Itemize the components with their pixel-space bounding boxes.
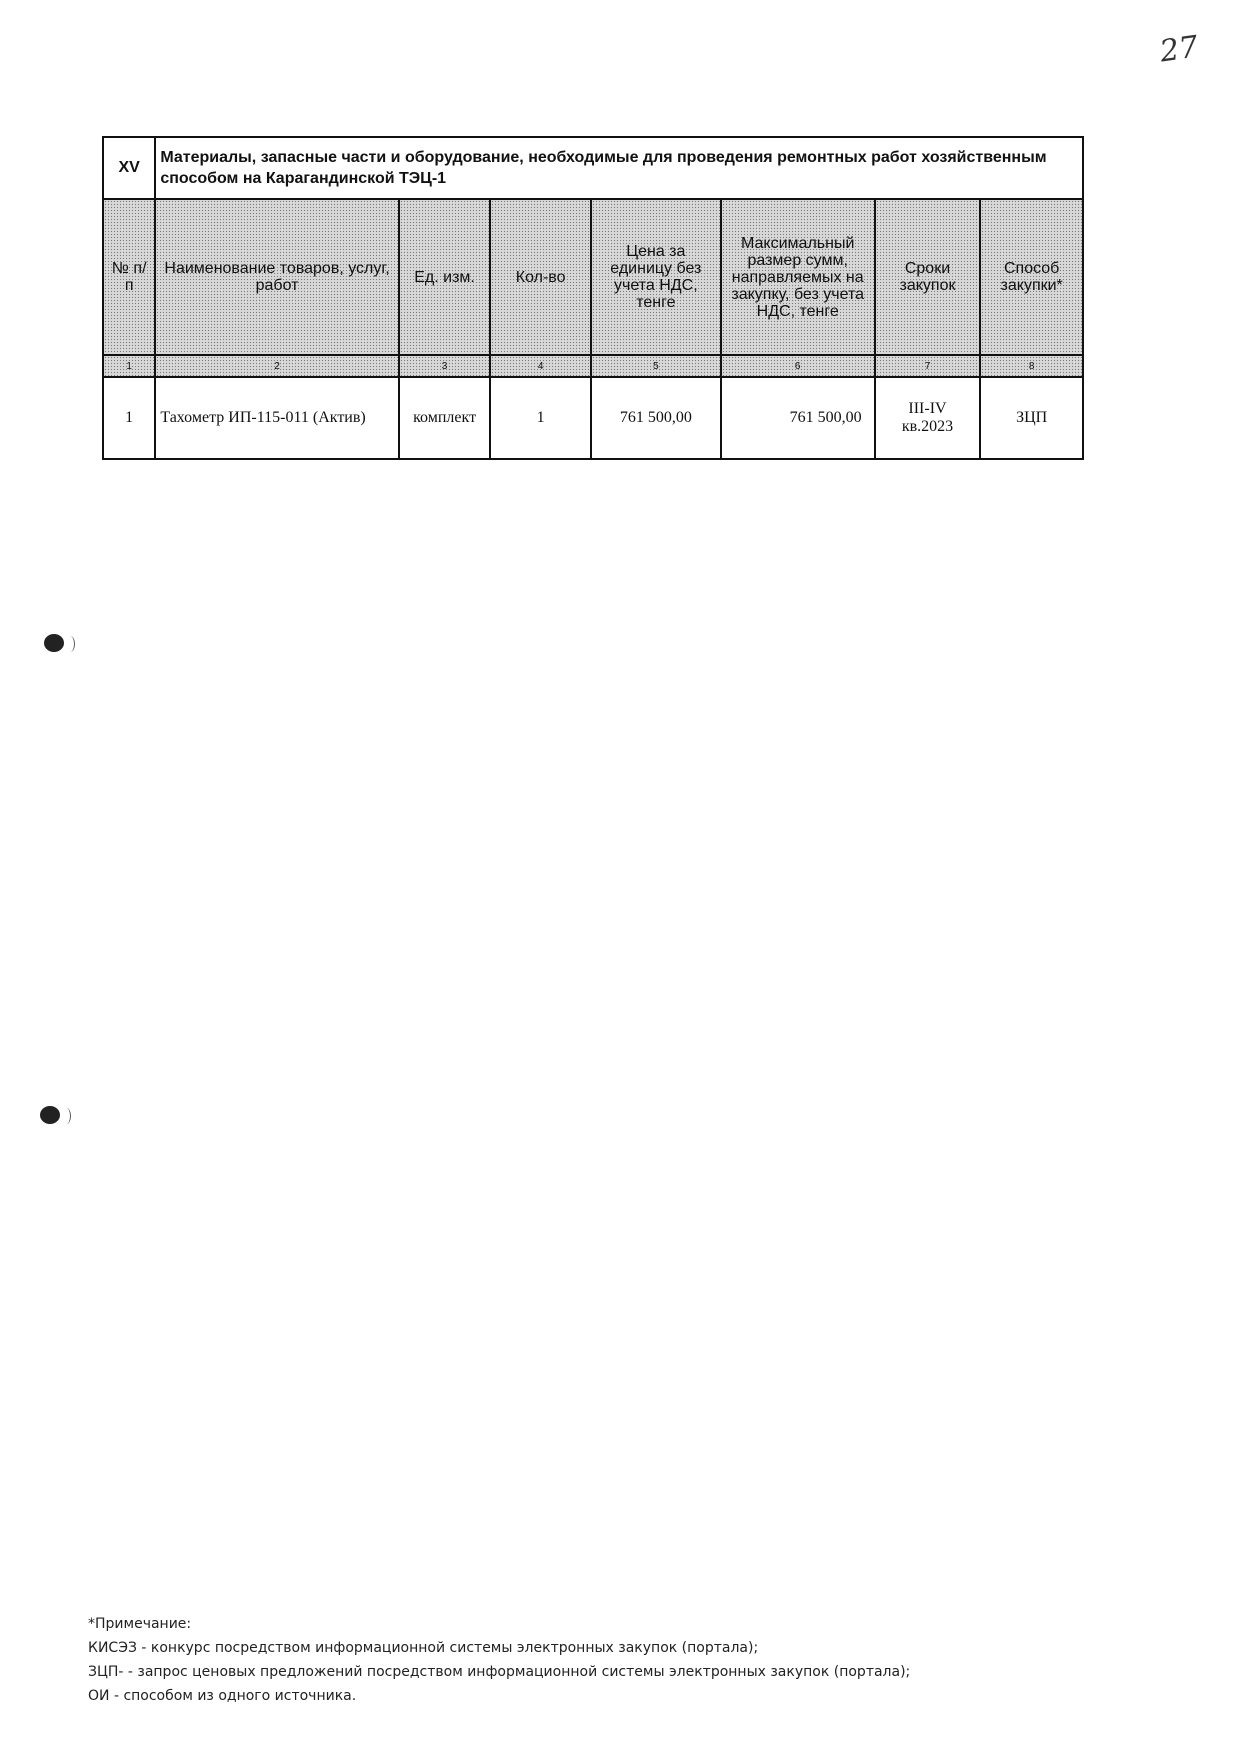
footnote-line: ОИ - способом из одного источника.	[88, 1688, 357, 1704]
column-number: 6	[721, 355, 875, 377]
row-period-quarters: III-IV	[908, 400, 947, 417]
header-max-sum: Максимальный размер сумм, направляемых на закупку, без учета НДС, тенге	[721, 199, 875, 355]
header-period: Сроки закупок	[875, 199, 981, 355]
row-number: 1	[103, 377, 155, 459]
hole-punch-mark	[44, 634, 64, 652]
header-quantity: Кол-во	[490, 199, 591, 355]
footnote	[88, 1612, 1138, 1708]
column-number: 2	[155, 355, 398, 377]
header-method: Способ закупки*	[980, 199, 1083, 355]
column-number-row	[103, 355, 1083, 377]
header-unit-price: Цена за единицу без учета НДС, тенге	[591, 199, 721, 355]
header-name: Наименование товаров, услуг, работ	[155, 199, 398, 355]
row-quantity: 1	[490, 377, 591, 459]
header-number: № п/п	[103, 199, 155, 355]
column-number: 7	[875, 355, 981, 377]
footnote-title: *Примечание:	[88, 1616, 192, 1632]
table-row	[103, 377, 1083, 459]
column-number: 3	[399, 355, 491, 377]
procurement-table	[102, 136, 1084, 460]
row-period	[875, 377, 981, 459]
row-unit: комплект	[399, 377, 491, 459]
row-period-year: кв.2023	[901, 418, 954, 435]
row-unit-price: 761 500,00	[591, 377, 721, 459]
column-number: 8	[980, 355, 1083, 377]
footnote-line: КИСЭЗ - конкурс посредством информационной системы электронных закупок (портала);	[88, 1640, 759, 1656]
page-number: 27	[1157, 29, 1201, 70]
row-item-name: Тахометр ИП-115-011 (Актив)	[155, 377, 398, 459]
column-number: 4	[490, 355, 591, 377]
footnote-line: ЗЦП- - запрос ценовых предложений посредством информационной системы электронных закупок (портала);	[88, 1664, 911, 1680]
row-method: ЗЦП	[980, 377, 1083, 459]
column-number: 1	[103, 355, 155, 377]
header-unit: Ед. изм.	[399, 199, 491, 355]
row-max-sum: 761 500,00	[721, 377, 875, 459]
header-row	[103, 199, 1083, 355]
section-row	[103, 137, 1083, 199]
column-number: 5	[591, 355, 721, 377]
hole-punch-mark	[40, 1106, 60, 1124]
section-title: Материалы, запасные части и оборудование, необходимые для проведения ремонтных работ хозяйственным способом на Карагандинской ТЭЦ-1	[155, 137, 1083, 199]
section-number: XV	[103, 137, 155, 199]
